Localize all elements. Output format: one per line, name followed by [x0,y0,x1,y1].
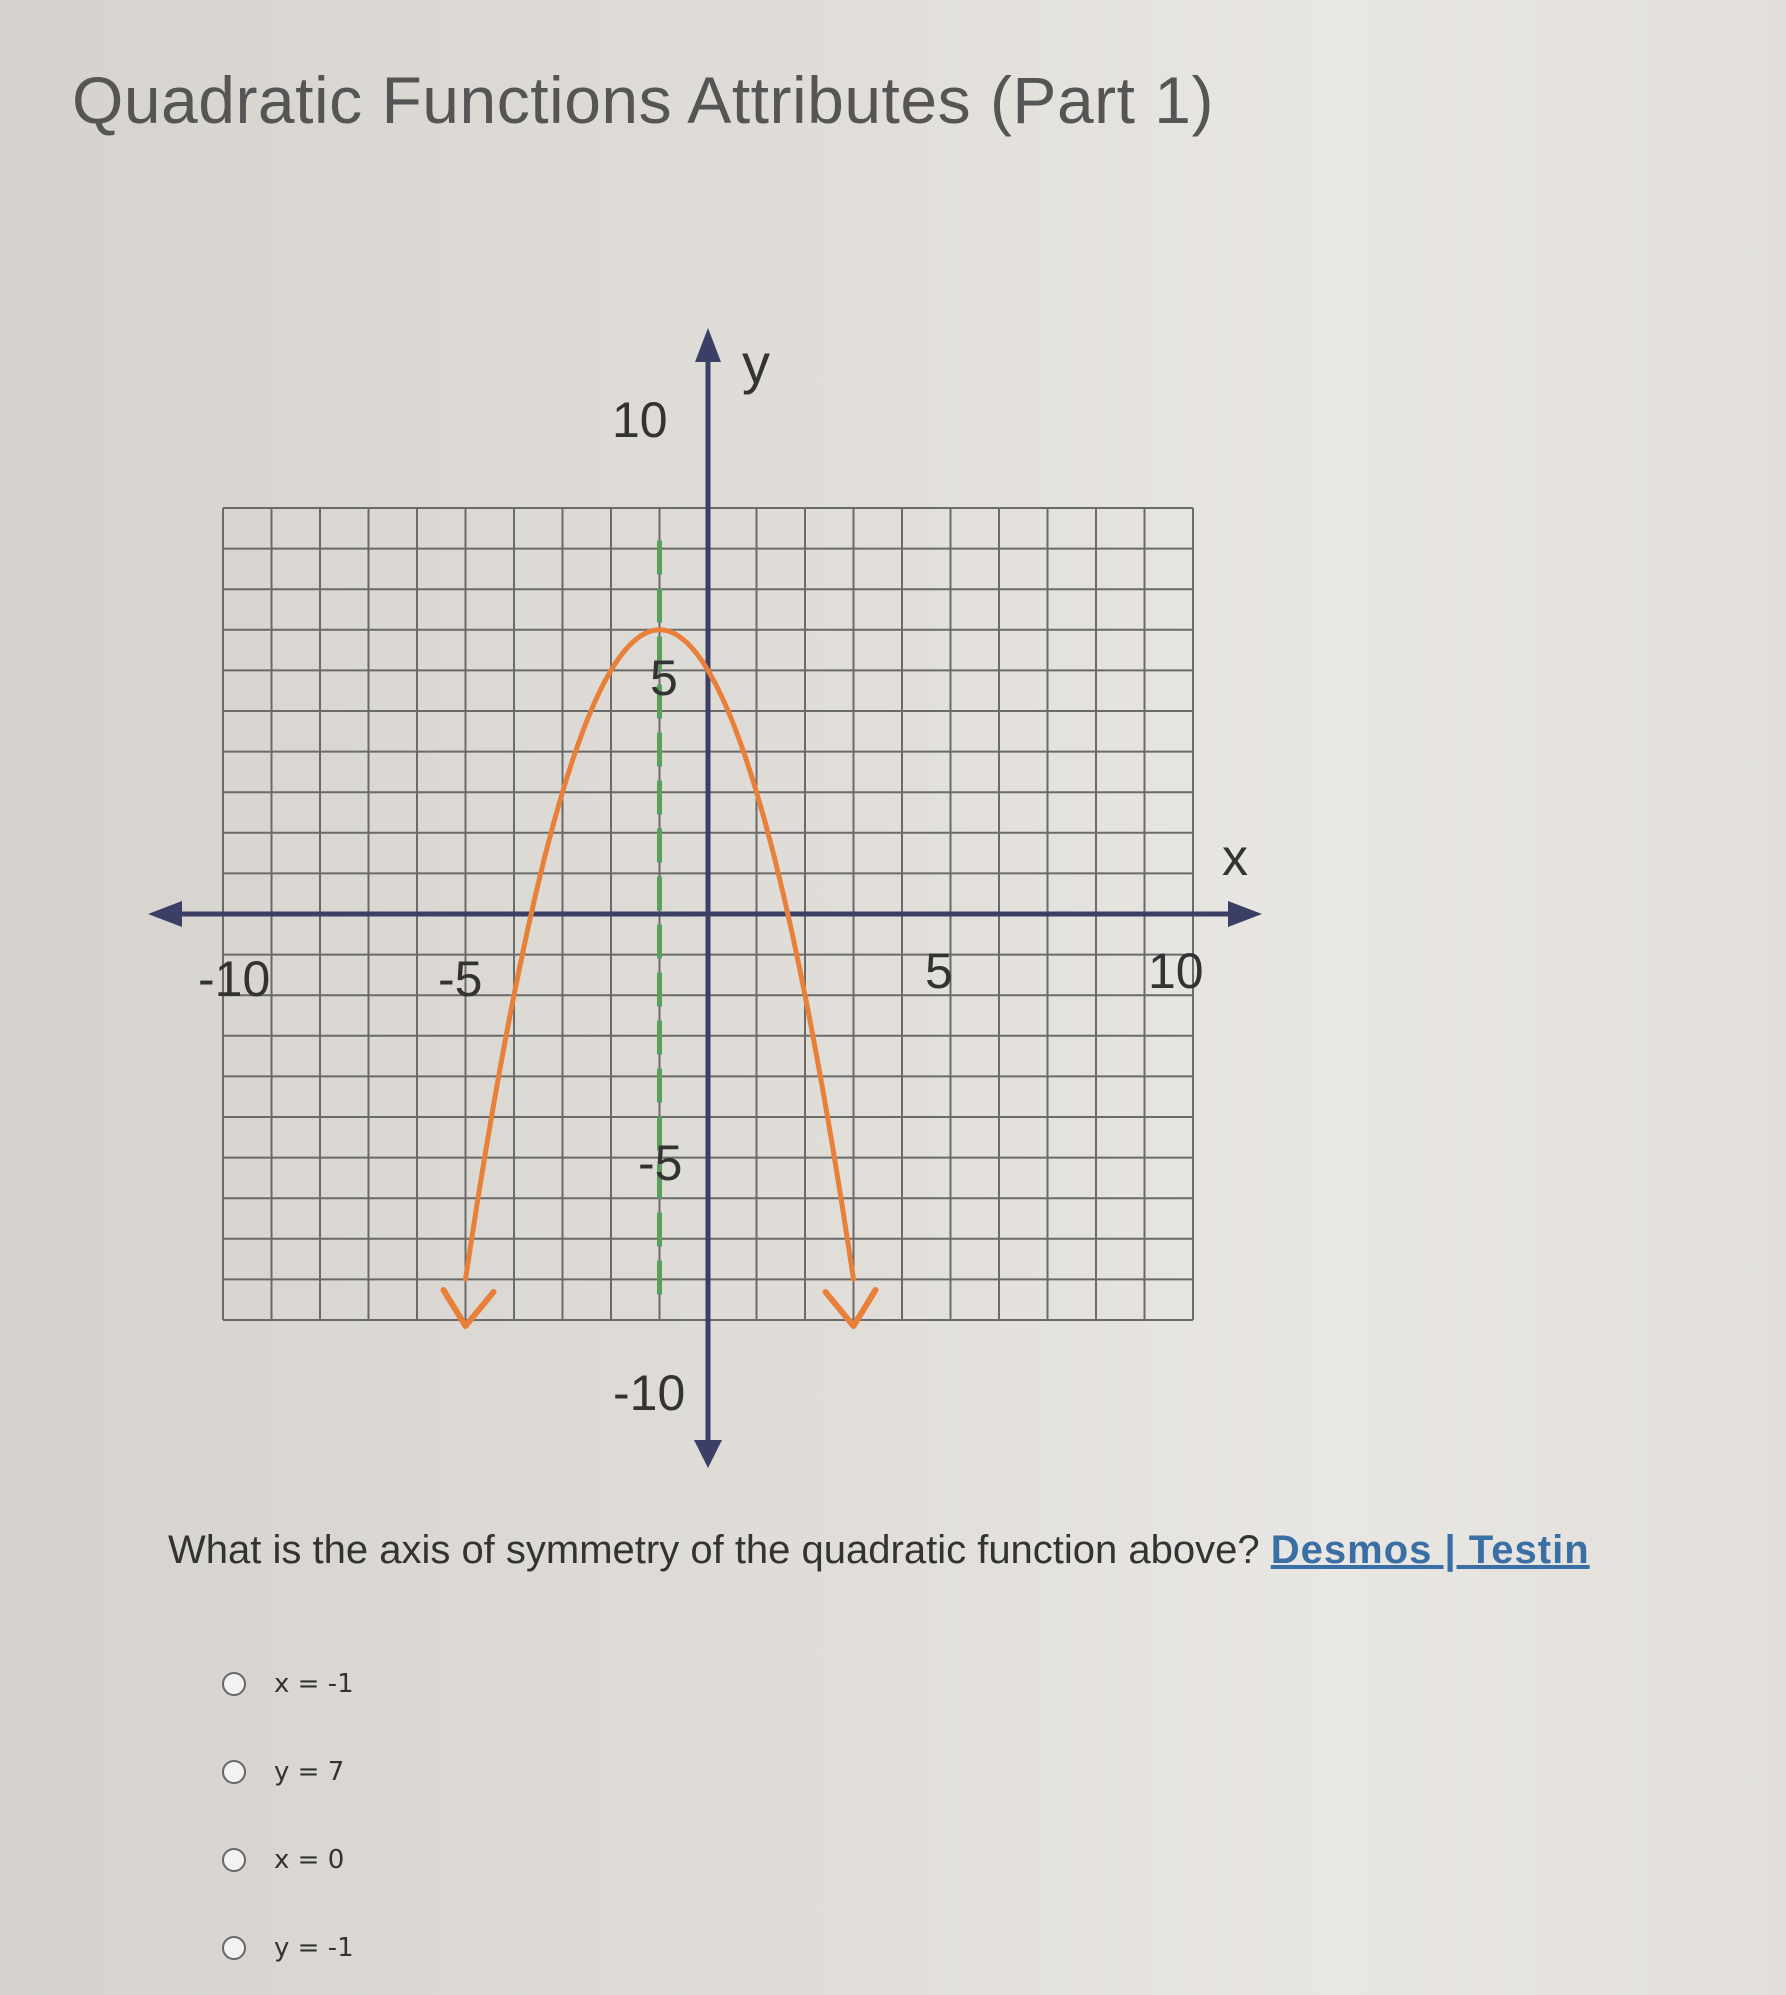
radio-button[interactable] [222,1672,246,1696]
option-label: x = -1 [274,1669,354,1699]
option-2[interactable] [222,1728,354,1816]
option-label: y = 7 [274,1757,345,1787]
y-axis-arrow-down [694,1440,722,1468]
question-prompt: What is the axis of symmetry of the quadratic function above? [168,1528,1260,1572]
x-axis-arrow-left [148,901,182,927]
tick-label-x-10: 10 [1148,943,1204,999]
tick-label-y-neg5: -5 [638,1135,683,1191]
x-axis-label: x [1222,829,1248,887]
y-axis-arrow-up [695,328,721,362]
tick-label-y-10: 10 [612,392,668,448]
tick-label-y-5: 5 [650,650,678,706]
tick-label-y-neg10: -10 [613,1365,686,1421]
desmos-link[interactable]: Desmos | Testin [1270,1528,1590,1572]
answer-options [222,1640,354,1992]
option-label: x = 0 [274,1845,345,1875]
question-text [168,1528,1590,1573]
tick-label-x-neg10: -10 [198,951,271,1007]
option-3[interactable] [222,1816,354,1904]
x-axis-arrow-right [1228,901,1262,927]
radio-button[interactable] [222,1760,246,1784]
radio-button[interactable] [222,1848,246,1872]
tick-label-x-neg5: -5 [438,951,483,1007]
option-4[interactable] [222,1904,354,1992]
radio-button[interactable] [222,1936,246,1960]
page-title: Quadratic Functions Attributes (Part 1) [72,63,1214,137]
option-1[interactable] [222,1640,354,1728]
option-label: y = -1 [274,1933,354,1963]
axes [148,328,1262,1468]
tick-label-x-5: 5 [925,943,953,999]
y-axis-label: y [742,332,770,395]
